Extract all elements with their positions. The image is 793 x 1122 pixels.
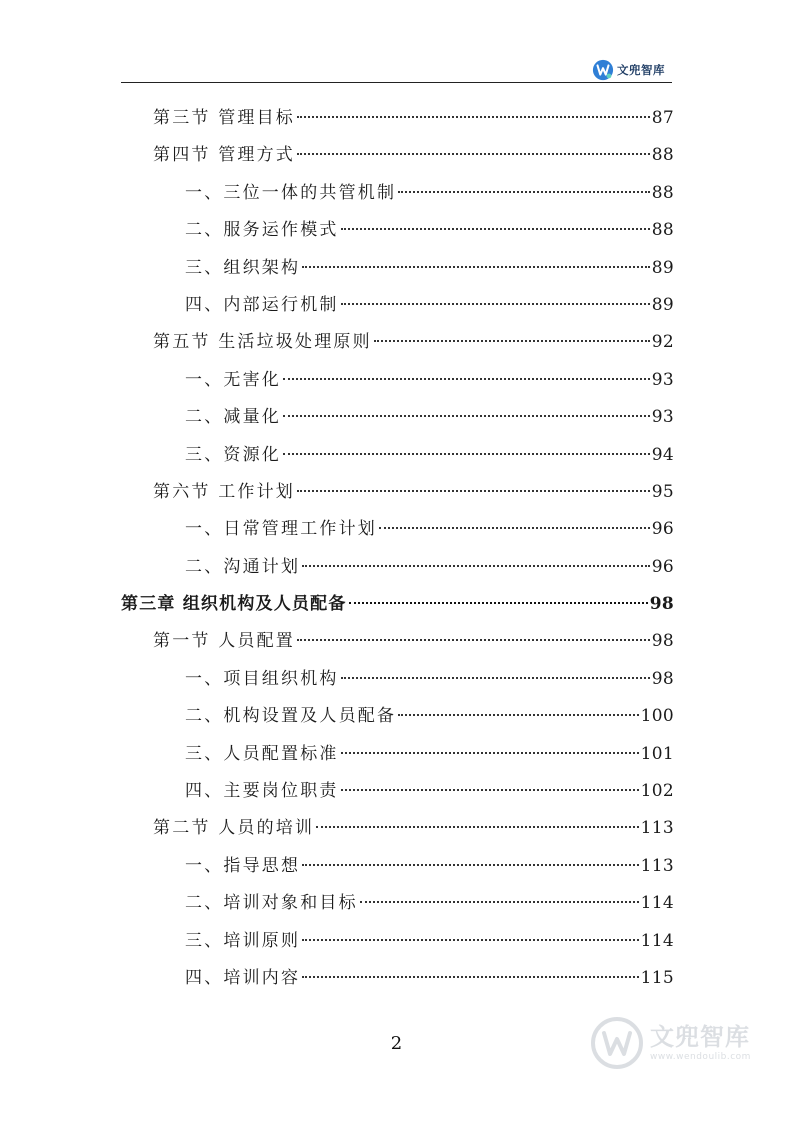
toc-entry-title: 第四节 管理方式 xyxy=(153,145,296,166)
toc-entry-title: 一、指导思想 xyxy=(185,855,301,876)
toc-dot-leader xyxy=(341,228,650,230)
toc-entry-title: 四、培训内容 xyxy=(185,967,301,988)
toc-entry-title: 一、无害化 xyxy=(185,369,281,390)
toc-entry-title: 三、组织架构 xyxy=(185,257,301,278)
toc-entry-page: 98 xyxy=(651,631,674,652)
toc-dot-leader xyxy=(297,639,650,641)
toc-entry-page: 88 xyxy=(651,145,674,166)
watermark-title: 文兜智库 xyxy=(650,1022,750,1051)
toc-entry-title: 第三节 管理目标 xyxy=(153,108,296,128)
header-logo xyxy=(592,57,665,83)
toc-entry-title: 三、培训原则 xyxy=(185,930,301,951)
page-number: 2 xyxy=(390,1033,403,1054)
toc-entry-page: 113 xyxy=(640,818,674,839)
toc-dot-leader xyxy=(302,864,638,866)
toc-entry[interactable] xyxy=(121,736,674,773)
toc-entry-title: 三、人员配置标准 xyxy=(185,743,339,764)
toc-entry-title: 三、资源化 xyxy=(185,444,281,465)
toc-dot-leader xyxy=(379,527,650,529)
toc-entry-title: 一、日常管理工作计划 xyxy=(185,519,377,540)
toc-entry-title: 一、三位一体的共管机制 xyxy=(185,182,397,203)
toc-entry-page: 88 xyxy=(651,182,674,203)
toc-entry-page: 115 xyxy=(640,967,674,988)
toc-entry-page: 102 xyxy=(640,781,674,802)
toc-dot-leader xyxy=(398,191,650,193)
toc-dot-leader xyxy=(302,565,650,567)
toc-entry-page: 101 xyxy=(640,743,674,764)
toc-entry-title: 二、服务运作模式 xyxy=(185,220,339,241)
toc-entry[interactable] xyxy=(121,437,674,474)
toc-dot-leader xyxy=(360,901,639,903)
toc-dot-leader xyxy=(302,266,650,268)
toc-dot-leader xyxy=(341,789,639,791)
toc-entry-title: 第六节 工作计划 xyxy=(153,481,296,502)
toc-dot-leader xyxy=(283,415,650,417)
toc-entry[interactable] xyxy=(121,661,674,698)
toc-entry-title: 二、培训对象和目标 xyxy=(185,893,358,914)
toc-entry-title: 四、内部运行机制 xyxy=(185,294,339,315)
toc-entry[interactable] xyxy=(121,212,674,249)
toc-entry-title: 第三章 组织机构及人员配备 xyxy=(121,594,347,615)
table-of-contents xyxy=(121,100,674,997)
toc-dot-leader xyxy=(374,340,650,342)
toc-entry[interactable] xyxy=(121,623,674,660)
toc-entry-page: 87 xyxy=(651,108,674,128)
watermark xyxy=(590,1016,751,1070)
watermark-text xyxy=(650,1022,751,1062)
toc-dot-leader xyxy=(349,602,648,604)
toc-entry[interactable] xyxy=(121,810,674,847)
toc-dot-leader xyxy=(341,303,650,305)
toc-entry[interactable] xyxy=(121,923,674,960)
toc-dot-leader xyxy=(297,153,650,155)
toc-dot-leader xyxy=(341,677,650,679)
header-divider xyxy=(121,82,672,83)
header-logo-text: 文兜智库 xyxy=(617,63,665,77)
toc-entry-page: 100 xyxy=(640,706,674,727)
toc-entry-title: 第二节 人员的培训 xyxy=(153,818,315,839)
toc-entry-page: 89 xyxy=(651,257,674,278)
toc-dot-leader xyxy=(283,378,650,380)
toc-entry-page: 98 xyxy=(649,594,674,615)
toc-entry-page: 113 xyxy=(640,855,674,876)
wendou-logo-icon xyxy=(592,59,614,81)
toc-entry-title: 第一节 人员配置 xyxy=(153,631,296,652)
toc-dot-leader xyxy=(302,976,638,978)
toc-entry-page: 94 xyxy=(651,444,674,465)
toc-entry-title: 一、项目组织机构 xyxy=(185,668,339,689)
toc-entry[interactable] xyxy=(121,399,674,436)
toc-entry-title: 二、沟通计划 xyxy=(185,556,301,577)
toc-entry-page: 92 xyxy=(651,332,674,353)
toc-dot-leader xyxy=(398,714,638,716)
toc-dot-leader xyxy=(297,490,650,492)
toc-entry-title: 二、减量化 xyxy=(185,407,281,428)
toc-dot-leader xyxy=(316,826,638,828)
toc-entry-page: 98 xyxy=(651,668,674,689)
toc-entry[interactable] xyxy=(121,698,674,735)
toc-dot-leader xyxy=(341,752,639,754)
toc-entry-title: 二、机构设置及人员配备 xyxy=(185,706,397,727)
toc-entry[interactable] xyxy=(121,586,674,623)
toc-entry[interactable] xyxy=(121,549,674,586)
toc-entry-page: 89 xyxy=(651,294,674,315)
toc-entry-page: 95 xyxy=(651,481,674,502)
toc-entry-page: 96 xyxy=(651,556,674,577)
toc-entry[interactable] xyxy=(121,250,674,287)
toc-entry[interactable] xyxy=(121,511,674,548)
toc-entry-page: 88 xyxy=(651,220,674,241)
toc-entry[interactable] xyxy=(121,474,674,511)
watermark-url: www.wendoulib.com xyxy=(650,1051,751,1062)
toc-entry[interactable] xyxy=(121,885,674,922)
toc-dot-leader xyxy=(283,453,650,455)
toc-entry[interactable] xyxy=(121,287,674,324)
toc-entry-page: 93 xyxy=(651,369,674,390)
toc-entry-title: 第五节 生活垃圾处理原则 xyxy=(153,332,372,353)
toc-entry[interactable] xyxy=(121,100,674,137)
toc-entry[interactable] xyxy=(121,175,674,212)
wendou-watermark-icon xyxy=(590,1016,644,1070)
toc-dot-leader xyxy=(297,116,650,118)
toc-entry-page: 114 xyxy=(640,893,674,914)
toc-entry-page: 114 xyxy=(640,930,674,951)
toc-entry-page: 93 xyxy=(651,407,674,428)
toc-entry[interactable] xyxy=(121,848,674,885)
toc-entry[interactable] xyxy=(121,773,674,810)
toc-entry[interactable] xyxy=(121,960,674,997)
toc-entry[interactable] xyxy=(121,362,674,399)
toc-entry-title: 四、主要岗位职责 xyxy=(185,781,339,802)
toc-entry[interactable] xyxy=(121,137,674,174)
toc-entry-page: 96 xyxy=(651,519,674,540)
toc-dot-leader xyxy=(302,939,638,941)
toc-entry[interactable] xyxy=(121,324,674,361)
